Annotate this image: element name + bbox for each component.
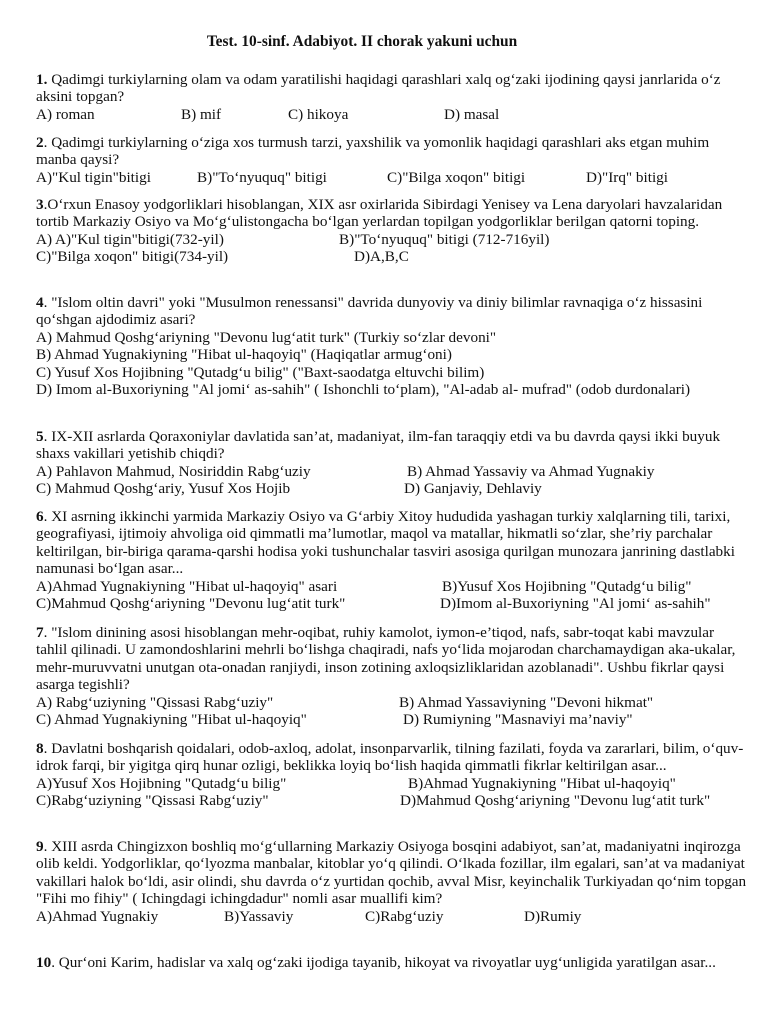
question-4 xyxy=(36,294,748,398)
option-a: A)Ahmad Yugnakiyning "Hibat ul-haqoyiq" asari xyxy=(36,577,338,595)
option-a: A) A)"Kul tigin"bitigi(732-yil) xyxy=(36,230,224,248)
question-number: 10 xyxy=(36,954,52,971)
question-text: 10. Qur‘oni Karim, hadislar va xalq og‘zaki ijodiga tayanib, hikoyat va rivoyatlar uyg‘unligida yaratilgan asar... xyxy=(36,954,716,971)
option-b: B)"To‘nyuquq" bitigi (712-716yil) xyxy=(339,230,550,248)
options-row xyxy=(36,694,748,711)
option-c: C)"Bilga xoqon" bitigi xyxy=(387,168,526,186)
option-d: D)A,B,C xyxy=(354,248,409,266)
page-title: Test. 10-sinf. Adabiyot. II chorak yakuni uchun xyxy=(206,33,518,50)
question-text: 4. "Islom oltin davri" yoki "Musulmon renessansi" davrida dunyoviy va diniy bilimlar ravnaqiga o‘z hissasini qo‘shgan ajdodimiz asari? xyxy=(36,294,703,329)
question-5 xyxy=(36,428,748,498)
question-8 xyxy=(36,740,748,810)
option-d: D)Mahmud Qoshg‘ariyning "Devonu lug‘atit turk" xyxy=(400,792,711,810)
question-text: 3.O‘rxun Enasoy yodgorliklari hisoblangan, XIX asr oxirlarida Sibirdagi Yenisey va Lena daryolari havzalaridan tortib Markaziy Osiyo va Mo‘g‘ulistongacha bo‘lgan yerlardan topilgan yodgorliklar berilgan qatorni toping. xyxy=(36,196,723,231)
option-b: B) mif xyxy=(181,105,222,123)
option-a: A) Rabg‘uziyning "Qissasi Rabg‘uziy" xyxy=(36,693,274,711)
question-text: 5. IX-XII asrlarda Qoraxoniylar davlatida san’at, madaniyat, ilm-fan taraqqiy etdi va bu davrda qaysi ikki buyuk shaxs vakillari yetishib chiqdi? xyxy=(36,428,721,463)
question-text: 8. Davlatni boshqarish qoidalari, odob-axloq, adolat, insonparvarlik, tilning fazilati, foyda va zararlari, bilim, o‘quv- idrok farqi, bir yigitga qirq hunar ozligi, beklikka loyiq bo‘lish haqida qimmatli fikrlar keltirilgan asar... xyxy=(36,740,744,775)
option-c: C)Rabg‘uziy xyxy=(365,907,444,925)
question-10 xyxy=(36,954,748,971)
question-text: 9. XIII asrda Chingizxon boshliq mo‘g‘ullarning Markaziy Osiyoga bosqini adabiyot, san’at, madaniyatni inqirozga olib keldi. Yodgorliklar, qo‘lyozma manbalar, kitoblar yo‘q qilindi. O‘lkada fozillar, ilm egalari, san’at va madaniyat vakillari halok bo‘ldi, asir olindi, shu davrda o‘z yurtidan qochib, avval Misr, keyinchalik Turkiyadan qo‘nim topgan "Fihi mo fihiy" ( Ichingdagi ichingdadur" nomli asar muallifi kim? xyxy=(36,838,747,908)
question-number: 8 xyxy=(36,740,44,757)
question-text: 6. XI asrning ikkinchi yarmida Markaziy Osiyo va G‘arbiy Xitoy hududida yashagan turkiy xalqlarning tili, tarixi, geografiyasi, ijtimoiy ahvoliga oid qimmatli ma’lumotlar, maqol va matallar, hikmatli so‘zlar, she’riy parchalar keltirilgan, bir-biriga qarama-qarshi hodisa yoki tushunchalar tasviri asosiga qurilgan munozara janrining dastlabki namunasi bo‘lgan asar... xyxy=(36,508,735,578)
question-6 xyxy=(36,508,748,612)
options-row xyxy=(36,248,748,265)
option-b: B)Yusuf Xos Hojibning "Qutadg‘u bilig" xyxy=(442,577,692,595)
option-a: A) Pahlavon Mahmud, Nosiriddin Rabg‘uziy xyxy=(36,462,311,480)
question-number: 7 xyxy=(36,624,44,641)
option-b: B)"To‘nyuquq" bitigi xyxy=(197,168,327,186)
option-c: C) hikoya xyxy=(288,105,349,123)
question-number: 9 xyxy=(36,838,44,855)
question-text: 1. Qadimgi turkiylarning olam va odam yaratilishi haqidagi qarashlari xalq og‘zaki ijodining qaysi janrlarida o‘z aksini topgan? xyxy=(36,71,721,106)
option-b: B)Yassaviy xyxy=(224,907,294,925)
option-d: D) Ganjaviy, Dehlaviy xyxy=(404,480,542,498)
options-row xyxy=(36,231,748,248)
option-d: D) Imom al-Buxoriyning "Al jomi‘ as-sahih" ( Ishonchli to‘plam), "Al-adab al- mufrad" (odob durdonalari) xyxy=(36,381,691,399)
option-d: D) masal xyxy=(444,105,500,123)
option-c: C) Mahmud Qoshg‘ariy, Yusuf Xos Hojib xyxy=(36,480,291,498)
options-row xyxy=(36,792,748,809)
option-c: C)Rabg‘uziyning "Qissasi Rabg‘uziy" xyxy=(36,792,269,810)
option-d: D)"Irq" bitigi xyxy=(586,168,668,186)
option-a: A) roman xyxy=(36,105,95,123)
option-c: C) Ahmad Yugnakiyning "Hibat ul-haqoyiq" xyxy=(36,711,307,729)
options-row xyxy=(36,463,748,480)
options-row xyxy=(36,595,748,612)
option-c: C)Mahmud Qoshg‘ariyning "Devonu lug‘atit turk" xyxy=(36,595,346,613)
question-2 xyxy=(36,134,748,186)
option-a: A) Mahmud Qoshg‘ariyning "Devonu lug‘atit turk" (Turkiy so‘zlar devoni" xyxy=(36,328,497,346)
option-d: D) Rumiyning "Masnaviyi ma’naviy" xyxy=(403,711,633,729)
question-text: 7. "Islom dinining asosi hisoblangan mehr-oqibat, ruhiy kamolot, iymon-e’tiqod, nafs, sabr-toqat kabi mavzular tahlil qilinadi. U zamondoshlarini mehrli bo‘lishga chaqiradi, nafs yo‘lida mojarodan charchamaydigan aka-ukalar, mehr-muruvvatni unutgan ota-onadan ranjiydi, inson zotining axloqsizliklaridan azoblanadi". Ushbu fikrlar qaysi asarga tegishli? xyxy=(36,624,736,694)
options-row xyxy=(36,480,748,497)
question-1 xyxy=(36,71,748,123)
option-b: B) Ahmad Yugnakiyning "Hibat ul-haqoyiq" (Haqiqatlar armug‘oni) xyxy=(36,346,452,364)
question-7 xyxy=(36,624,748,728)
option-c: C)"Bilga xoqon" bitigi(734-yil) xyxy=(36,248,229,266)
question-number: 4 xyxy=(36,294,44,311)
options-row xyxy=(36,775,748,792)
option-a: A)Yusuf Xos Hojibning "Qutadg‘u bilig" xyxy=(36,774,287,792)
option-c: C) Yusuf Xos Hojibning "Qutadg‘u bilig" ("Baxt-saodatga eltuvchi bilim) xyxy=(36,363,485,381)
question-3 xyxy=(36,196,748,266)
question-number: 1. xyxy=(36,71,48,88)
options-row xyxy=(36,908,748,925)
question-text: 2. Qadimgi turkiylarning o‘ziga xos turmush tarzi, yaxshilik va yomonlik haqidagi qarashlari aks etgan muhim manba qaysi? xyxy=(36,134,710,169)
question-number: 5 xyxy=(36,428,44,445)
question-number: 6 xyxy=(36,508,44,525)
option-a: A)Ahmad Yugnakiy xyxy=(36,907,159,925)
option-d: D)Rumiy xyxy=(524,907,582,925)
option-a: A)"Kul tigin"bitigi xyxy=(36,168,151,186)
question-number: 3 xyxy=(36,196,44,213)
option-d: D)Imom al-Buxoriyning "Al jomi‘ as-sahih" xyxy=(440,595,711,613)
options-row xyxy=(36,711,748,728)
options-row xyxy=(36,169,748,186)
question-9 xyxy=(36,838,748,925)
question-number: 2 xyxy=(36,134,44,151)
option-b: B) Ahmad Yassaviyning "Devoni hikmat" xyxy=(399,693,654,711)
option-b: B)Ahmad Yugnakiyning "Hibat ul-haqoyiq" xyxy=(408,774,676,792)
option-b: B) Ahmad Yassaviy va Ahmad Yugnakiy xyxy=(407,462,655,480)
options-row xyxy=(36,578,748,595)
options-row xyxy=(36,106,748,123)
